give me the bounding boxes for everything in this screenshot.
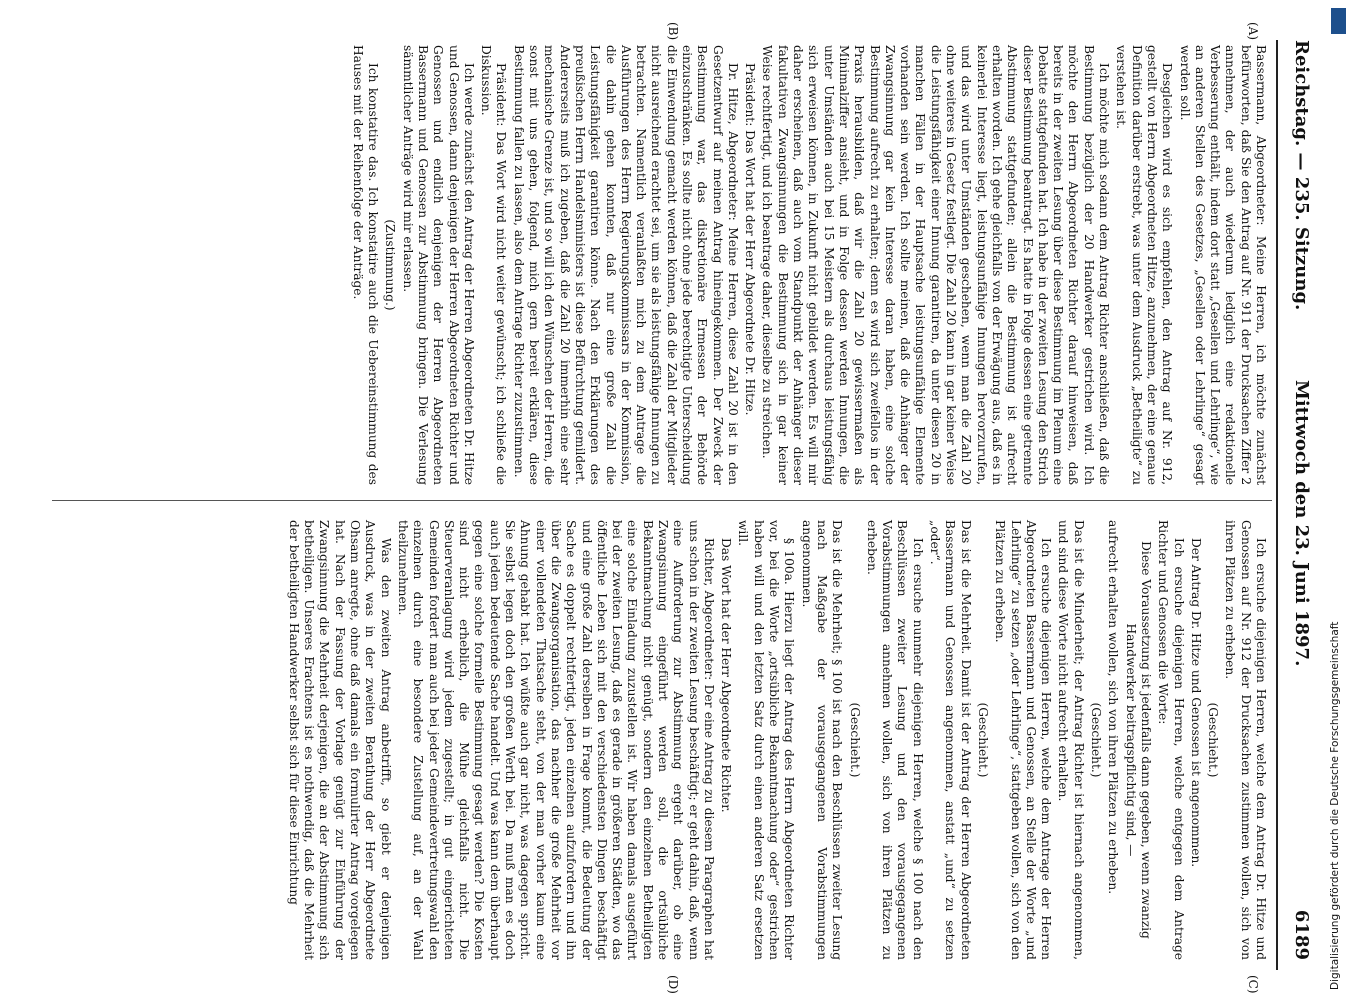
paragraph: Das Wort hat der Herr Abgeordnete Richter. bbox=[719, 538, 734, 813]
paragraph: Das ist die Mehrheit. Damit ist der Antrag der Herren Abgeordneten Bassermann und Genossen angenommen, anstatt „und“ zu setzen „oder“. bbox=[928, 520, 973, 960]
paragraph: Präsident: Das Wort wird nicht weiter gewünscht; ich schließe die Diskussion. bbox=[479, 45, 509, 485]
paragraph: (Geschieht.) bbox=[1206, 702, 1221, 778]
paragraph: Ich ersuche diejenigen Herren, welche entgegen dem Antrage Richter und Genossen die Worte: bbox=[1156, 520, 1186, 960]
paragraph: Ich möchte mich sodann dem Antrag Richter anschließen, daß die Bestimmung bezüglich der 20 Handwerker gestrichen wird. Ich möchte den Herrn Abgeordneten Richter darauf hinweisen, daß bereits in der zweiten Lesung über diese Bestimmung im Plenum eine Debatte stattgefunden hat. Ich habe in der zweiten Lesung den Strich dieser Bestimmung beantragt. Es hatte in Folge dessen eine getrennte Abstimmung stattgefunden; allein die Bestimmung ist aufrecht erhalten worden. Ich gehe gleichfalls von der Erwägung aus, daß es in keinerlei Interesse liegt, leistungsunfähige Innungen hervorzurufen, und das wird unter Umständen geschehen, wenn man die Zahl 20 ohne weiteres in Gesetz festlegt. Die Zahl 20 kann in gar keiner Weise die Leistungsfähigkeit einer Innung garantiren, da unter diesen 20 in manchen Fällen in der Hauptsache leistungsunfähige Elemente vorhanden sein werden. Ich sollte meinen, daß die Anhänger der Zwangsinnung gar kein Interesse daran haben, eine solche Bestimmung aufrecht zu erhalten; denn es wird sich zweifellos in der Praxis herausbilden, daß wir die Zahl 20 gewissermaßen als Minimalziffer ansieht, und in Folge dessen werden Innungen, die unter Umständen auch bei 15 Meistern als durchaus leistungsfähig sich erweisen können, in Zukunft nicht gebildet werden. Es will mir daher erscheinen, daß auch vom Standpunkt der Anhänger dieser fakultativen Zwangsinnungen die Bestimmung sich in gar keiner Weise rechtfertigt, und ich beantrage daher, dieselbe zu streichen. bbox=[760, 45, 1112, 485]
paragraph: Was den zweiten Antrag anbetrifft, so giebt er denjenigen Ausdruck, was in der zweiten Berathung der Herr Abgeordnete Ohsam anregte, ohne daß damals ein formulirter Antrag vorgelegen hat. Nach der Fassung der Vorlage genügt zur Einführung der Zwangsinnung die Mehrheit derjenigen, die an der Abstimmung sich betheiligen. Unseres Erachtens ist es nothwendig, daß die Mehrheit der betheiligten Handwerker selbst sich für diese Einrichtung bbox=[286, 520, 393, 960]
paragraph: Desgleichen wird es sich empfehlen, den Antrag auf Nr. 912, gestellt von Herrn Abgeordneten Hitze, anzunehmen, der eine genaue Definition darüber erstrebt, was unter dem Ausdruck „Betheiligte“ zu verstehen ist. bbox=[1114, 45, 1175, 485]
digitization-credit bbox=[1325, 0, 1351, 1000]
right-column bbox=[284, 520, 1268, 960]
paragraph: Diese Voraussetzung ist jedenfalls dann gegeben, wenn zwanzig Handwerker beitragspflichtig sind, — bbox=[1123, 541, 1153, 939]
column-divider bbox=[52, 500, 1272, 501]
left-column bbox=[347, 45, 1268, 485]
paragraph: Ich konstatire das. Ich konstatire auch die Uebereinstimmung des Hauses mit der Reihenfolge der Anträge. bbox=[350, 45, 381, 485]
paragraph: Bassermann, Abgeordneter: Meine Herren, ich möchte zunächst befürworten, daß Sie den Antrag auf Nr. 911 der Drucksachen Ziffer 2 annehmen, der auch wiederum lediglich eine redaktionelle Verbesserung enthält, indem dort statt „Gesellen und Lehrlinge“, wie an anderen Stellen des Gesetzes, „Gesellen oder Lehrlinge“ gesagt werden soll. bbox=[1177, 45, 1268, 485]
paragraph: (Geschieht.) bbox=[975, 702, 990, 778]
paragraph: Ich ersuche diejenigen Herren, welche dem Antrag Dr. Hitze und Genossen auf Nr. 912 der Drucksachen zustimmen wollen, sich von ihren Plätzen zu erheben. bbox=[1223, 520, 1268, 960]
margin-marker-d: (D) bbox=[666, 975, 680, 994]
paragraph: (Geschieht.) bbox=[847, 702, 862, 778]
paragraph: Präsident: Das Wort hat der Herr Abgeordnete Dr. Hitze. bbox=[743, 63, 758, 416]
header-rule bbox=[1276, 40, 1278, 970]
paragraph: Ich ersuche diejenigen Herren, welche dem Antrage der Herren Abgeordneten Bassermann und Genossen, an Stelle der Worte „und Lehrlinge“ zu setzen „oder Lehrlinge“, stattgeben wollen, sich von den Plätzen zu erheben. bbox=[993, 520, 1054, 960]
paragraph: Das ist die Minderheit; der Antrag Richter ist hiernach angenommen, und sind diese Worte nicht aufrecht erhalten. bbox=[1056, 520, 1086, 960]
paragraph: Der Antrag Dr. Hitze und Genossen ist angenommen. bbox=[1188, 538, 1203, 868]
paragraph: Ich werde zunächst den Antrag der Herren Abgeordneten Dr. Hitze und Genossen, dann denjenigen der Herren Abgeordneten Richter und Genossen und endlich denjenigen der Herren Abgeordneten Bassermann und Genossen zur Abstimmung bringen. Die Verlesung sämmtlicher Anträge wird mir erlassen. bbox=[400, 45, 476, 485]
dfg-logo bbox=[1331, 8, 1346, 34]
credit-text: Digitalisierung gefördert durch die Deutsche Forschungsgemeinschaft bbox=[1329, 621, 1341, 990]
scanned-page bbox=[30, 0, 1330, 1000]
paragraph: (Geschieht.) bbox=[1089, 702, 1104, 778]
header-date: Mittwoch den 23. Juni 1897. bbox=[1291, 380, 1312, 667]
paragraph: (Zustimmung.) bbox=[383, 219, 398, 311]
paragraph: § 100a. Hierzu liegt der Antrag des Herrn Abgeordneten Richter vor, bei die Worte „ortsübliche Bekanntmachung oder“ gestrichen haben will und den letzten Satz durch einen anderen Satz ersetzen will. bbox=[736, 520, 797, 960]
page-header bbox=[1280, 40, 1320, 960]
page-number: 6189 bbox=[1291, 909, 1312, 960]
paragraph: Richter, Abgeordneter: Der eine Antrag zu diesem Paragraphen hat uns schon in der zweiten Lesung beschäftigt; er geht dahin, daß, wenn eine Aufforderung zur Abstimmung ergeht darüber, ob eine Zwangsinnung eingeführt werden soll, die ortsübliche Bekanntmachung nicht genügt, sondern den einzelnen Betheiligten eine solche Einladung zuzustellen ist. Wir haben damals ausgeführt bei der zweiten Lesung, daß es gerade in größeren Städten, wo das öffentliche Leben sich mit den verschiedensten Dingen beschäftigt und eine große Zahl derselben in Frage kommt, die Bedeutung der Sache es doppelt rechtfertigt, jeden einzelnen aufzufordern und ihn über die Zwangsorganisation, das nachher die große Mehrheit vor einer vollendeten Thatsache steht, von der man vorher kaum eine Ahnung gehabt hat. Ich wüßte auch gar nicht, was dagegen spricht. Sie selbst legen doch den großen Werth bei. Da muß man es doch auch jedem bedeutende Sache handelt. Und was kann dem überhaupt gegen eine solche formelle Bestimmung gesagt werden? Die Kosten sind nicht erheblich, die Mühe gleichfalls nicht. Die Steuerveranlagung wird jedem zugestellt; in gut eingerichteten Gemeinden fordert man auch bei jeder Gemeindevertretungswahl den einzelnen durch eine besondere Zustellung auf, an der Wahl theilzunehmen. bbox=[395, 520, 716, 960]
header-session: Reichstag. — 235. Sitzung. bbox=[1291, 40, 1312, 311]
margin-marker-a: (A) bbox=[1246, 22, 1260, 41]
paragraph: Das ist die Mehrheit; § 100 ist nach den Beschlüssen zweiter Lesung nach Maßgabe der vorausgegangenen Vorabstimmungen angenommen. bbox=[799, 520, 845, 960]
paragraph: Ich ersuche nunmehr diejenigen Herren, welche § 100 nach den Beschlüssen zweiter Lesung und den vorausgegangenen Vorabstimmungen annehmen wollen, sich von ihren Plätzen zu erheben. bbox=[864, 520, 925, 960]
paragraph: aufrecht erhalten wollen, sich von ihren Plätzen zu erheben. bbox=[1106, 520, 1121, 895]
margin-marker-b: (B) bbox=[666, 22, 680, 41]
paragraph: Dr. Hitze, Abgeordneter: Meine Herren, diese Zahl 20 ist in den Gesetzentwurf auf meinen Antrag hineingekommen. Der Zweck der Bestimmung war, das diskretionäre Ermessen der Behörde einzuschränken. Es sollte nicht ohne jede berechtigte Unterscheidung die Einwendung gemacht werden können, daß die Zahl der Mitglieder nicht ausreichend erachtet sei, um sie als leistungsfähige Innungen zu betrachten. Namentlich veranlaßten mich zu dem Antrage die Ausführungen des Herrn Regierungskommissars in der Kommission, die dahin gehen konnten, daß nur eine große Zahl die Leistungsfähigkeit garantiren könne. Nach den Erklärungen des preußischen Herrn Handelsministers ist diese Befürchtung gemildert. Andererseits muß ich zugeben, daß die Zahl 20 immerhin eine sehr mechanische Grenze ist, und so will ich den Wünschen der Herren, die sonst mit uns gehen, folgend, mich gern bereit erklären, diese Bestimmung fallen zu lassen, also dem Antrage Richter zuzustimmen. bbox=[511, 45, 740, 485]
margin-marker-c: (C) bbox=[1246, 975, 1260, 994]
